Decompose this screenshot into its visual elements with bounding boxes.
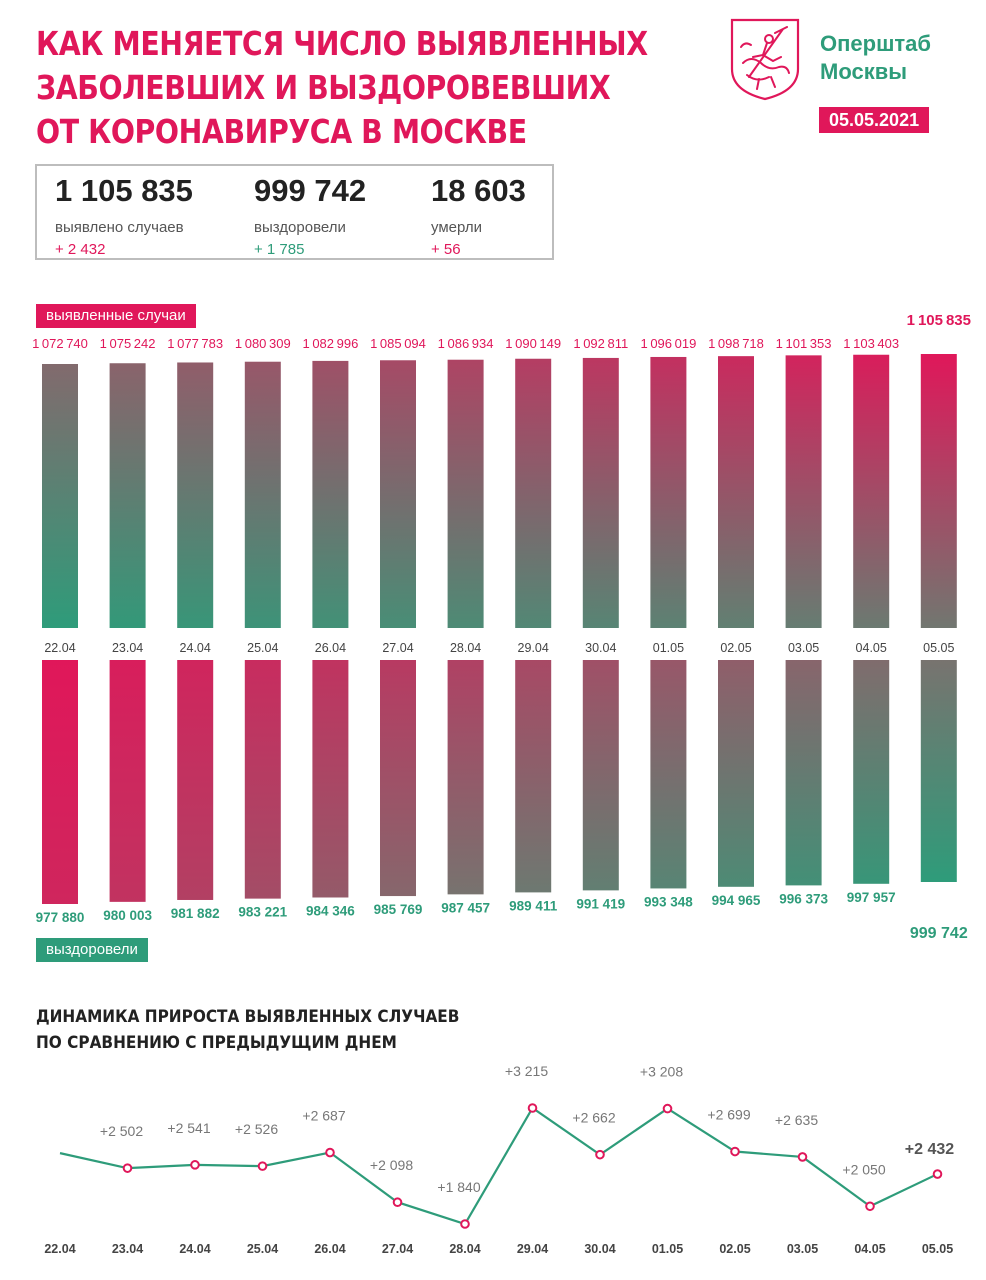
cases-date-tick: 26.04 xyxy=(314,641,347,655)
recovered-data-label: 983 221 xyxy=(238,904,288,920)
cases-data-label: 1 072 740 xyxy=(32,336,88,351)
growth-date-tick: 03.05 xyxy=(786,1242,819,1256)
growth-date-tick: 30.04 xyxy=(584,1242,616,1256)
stat-recovered xyxy=(254,172,366,260)
cases-data-label: 1 080 309 xyxy=(234,336,291,351)
cases-data-label: 1 077 783 xyxy=(167,336,224,351)
cases-date-tick: 29.04 xyxy=(517,641,549,655)
recovered-data-label: 984 346 xyxy=(305,903,355,919)
title-line-2: ЗАБОЛЕВШИХ И ВЫЗДОРОВЕВШИХ xyxy=(36,68,611,107)
cases-chart-legend: выявленные случаи xyxy=(36,304,196,328)
growth-data-label: +2 687 xyxy=(302,1107,346,1124)
recovered-bar xyxy=(718,660,754,887)
growth-date-tick: 02.05 xyxy=(719,1242,751,1256)
recovered-data-label: 977 880 xyxy=(35,910,85,925)
stat-recovered-label: выздоровели xyxy=(254,219,346,236)
cases-date-tick: 22.04 xyxy=(44,641,76,655)
cases-data-label: 1 085 094 xyxy=(370,336,426,351)
growth-chart-title-line-1: ДИНАМИКА ПРИРОСТА ВЫЯВЛЕННЫХ СЛУЧАЕВ xyxy=(36,1007,460,1027)
growth-data-label: +2 432 xyxy=(904,1141,955,1159)
cases-bar xyxy=(921,354,957,628)
growth-data-label: +2 050 xyxy=(842,1161,886,1178)
growth-date-tick: 04.05 xyxy=(854,1242,886,1256)
recovered-bar xyxy=(448,660,484,894)
recovered-data-label: 997 957 xyxy=(846,889,896,905)
title-line-1: КАК МЕНЯЕТСЯ ЧИСЛО ВЫЯВЛЕННЫХ xyxy=(36,24,648,63)
recovered-bar xyxy=(245,660,281,899)
stat-cases-change: + 2 432 xyxy=(55,241,106,258)
growth-point xyxy=(799,1153,807,1161)
growth-point xyxy=(596,1151,604,1159)
stat-cases xyxy=(55,172,193,260)
recovered-data-label: 987 457 xyxy=(441,900,491,916)
title-line-3: ОТ КОРОНАВИРУСА В МОСКВЕ xyxy=(36,112,527,151)
cases-data-label: 1 103 403 xyxy=(843,336,900,351)
growth-point xyxy=(191,1161,199,1169)
cases-date-tick: 24.04 xyxy=(179,641,211,655)
cases-data-label: 1 098 718 xyxy=(708,336,764,351)
cases-bar xyxy=(650,357,686,628)
growth-data-label: +2 662 xyxy=(572,1109,616,1126)
org-name-line-2: Москвы xyxy=(820,59,908,84)
recovered-bar xyxy=(921,660,957,882)
recovered-bar xyxy=(110,660,146,902)
growth-point xyxy=(934,1170,942,1178)
growth-date-tick: 27.04 xyxy=(381,1242,414,1256)
stat-cases-value: 1 105 835 xyxy=(55,173,193,208)
growth-point xyxy=(731,1148,739,1156)
growth-point xyxy=(259,1162,267,1170)
growth-point xyxy=(866,1202,874,1210)
cases-date-tick: 01.05 xyxy=(652,641,685,655)
growth-date-tick: 23.04 xyxy=(111,1242,144,1256)
cases-bar xyxy=(718,356,754,628)
stat-cases-label: выявлено случаев xyxy=(55,219,184,236)
cases-date-tick: 05.05 xyxy=(923,641,955,655)
cases-bar xyxy=(786,355,822,628)
cases-bar xyxy=(42,364,78,628)
recovered-bar xyxy=(42,660,78,904)
growth-data-label: +2 098 xyxy=(369,1157,414,1174)
stat-deaths-change: + 56 xyxy=(431,241,461,258)
growth-data-label: +2 699 xyxy=(707,1106,751,1123)
growth-date-tick: 28.04 xyxy=(449,1242,481,1256)
stat-deaths-value: 18 603 xyxy=(431,173,526,208)
stat-recovered-value: 999 742 xyxy=(254,173,367,208)
growth-chart-title-line-2: ПО СРАВНЕНИЮ С ПРЕДЫДУЩИМ ДНЕМ xyxy=(36,1033,397,1053)
recovered-data-label: 999 742 xyxy=(909,925,968,938)
cases-bar xyxy=(177,362,213,628)
cases-date-tick: 03.05 xyxy=(787,641,820,655)
org-name xyxy=(820,30,931,86)
recovered-data-label: 991 419 xyxy=(576,896,626,912)
cases-data-label: 1 082 996 xyxy=(302,336,359,351)
recovered-data-label: 994 965 xyxy=(711,892,761,908)
growth-point xyxy=(461,1220,469,1228)
recovered-bar xyxy=(515,660,551,892)
growth-date-tick: 29.04 xyxy=(516,1242,549,1256)
cases-bar xyxy=(448,360,484,628)
recovered-bar xyxy=(312,660,348,897)
growth-point xyxy=(124,1164,132,1172)
recovered-chart-legend: выздоровели xyxy=(36,938,148,962)
date-badge: 05.05.2021 xyxy=(819,107,929,133)
recovered-bar xyxy=(786,660,822,885)
growth-chart-title xyxy=(36,1004,459,1056)
page-title xyxy=(36,22,648,154)
growth-data-label: +2 635 xyxy=(774,1111,819,1128)
growth-point xyxy=(664,1105,672,1113)
stat-deaths xyxy=(431,172,526,260)
cases-date-tick: 02.05 xyxy=(720,641,752,655)
recovered-data-label: 993 348 xyxy=(643,894,693,910)
cases-bar xyxy=(583,358,619,628)
recovered-data-label: 980 003 xyxy=(103,907,153,923)
cases-date-tick: 04.05 xyxy=(855,641,887,655)
recovered-bar xyxy=(583,660,619,890)
moscow-coat-of-arms-icon xyxy=(729,17,801,101)
growth-date-tick: 24.04 xyxy=(179,1242,211,1256)
growth-date-tick: 01.05 xyxy=(651,1242,684,1256)
recovered-bar xyxy=(177,660,213,900)
cases-data-label: 1 105 835 xyxy=(906,312,972,329)
recovered-data-label: 985 769 xyxy=(373,902,423,918)
growth-date-tick: 25.04 xyxy=(246,1242,279,1256)
cases-bar xyxy=(380,360,416,628)
recovered-bar xyxy=(380,660,416,896)
cases-data-label: 1 092 811 xyxy=(573,336,629,351)
cases-bar xyxy=(312,361,348,628)
growth-data-label: +2 526 xyxy=(234,1121,279,1138)
cases-data-label: 1 086 934 xyxy=(437,336,494,351)
growth-date-tick: 26.04 xyxy=(314,1242,346,1256)
org-name-line-1: Оперштаб xyxy=(820,31,932,56)
cases-date-tick: 27.04 xyxy=(382,641,414,655)
cases-date-tick: 25.04 xyxy=(247,641,279,655)
stat-deaths-label: умерли xyxy=(431,219,482,236)
cases-data-label: 1 090 149 xyxy=(505,336,562,351)
stat-recovered-change: + 1 785 xyxy=(254,241,305,258)
recovered-bar xyxy=(853,660,889,884)
recovered-bar xyxy=(650,660,686,888)
cases-date-tick: 23.04 xyxy=(111,641,144,655)
growth-date-tick: 22.04 xyxy=(44,1242,76,1256)
recovered-data-label: 989 411 xyxy=(509,898,558,914)
growth-data-label: +3 215 xyxy=(504,1063,549,1079)
cases-bar xyxy=(110,363,146,628)
recovered-data-label: 996 373 xyxy=(779,891,829,907)
growth-data-label: +2 541 xyxy=(167,1119,211,1136)
cases-data-label: 1 101 353 xyxy=(775,336,832,351)
growth-point xyxy=(529,1104,537,1112)
growth-point xyxy=(394,1198,402,1206)
cases-bar xyxy=(245,362,281,628)
cases-bar xyxy=(515,359,551,628)
cases-date-tick: 30.04 xyxy=(585,641,617,655)
growth-data-label: +2 502 xyxy=(99,1123,144,1140)
cases-data-label: 1 096 019 xyxy=(640,336,697,351)
cases-date-tick: 28.04 xyxy=(449,641,482,655)
recovered-data-label: 981 882 xyxy=(170,905,220,921)
growth-data-label: +1 840 xyxy=(437,1179,481,1195)
growth-point xyxy=(326,1149,334,1157)
recovered-bar-chart xyxy=(0,656,986,938)
cases-data-label: 1 075 242 xyxy=(99,336,156,351)
growth-date-tick: 05.05 xyxy=(921,1242,954,1256)
cases-bar xyxy=(853,355,889,628)
growth-line-chart xyxy=(0,1058,986,1268)
growth-data-label: +3 208 xyxy=(639,1063,684,1080)
summary-stats-box xyxy=(35,164,554,260)
